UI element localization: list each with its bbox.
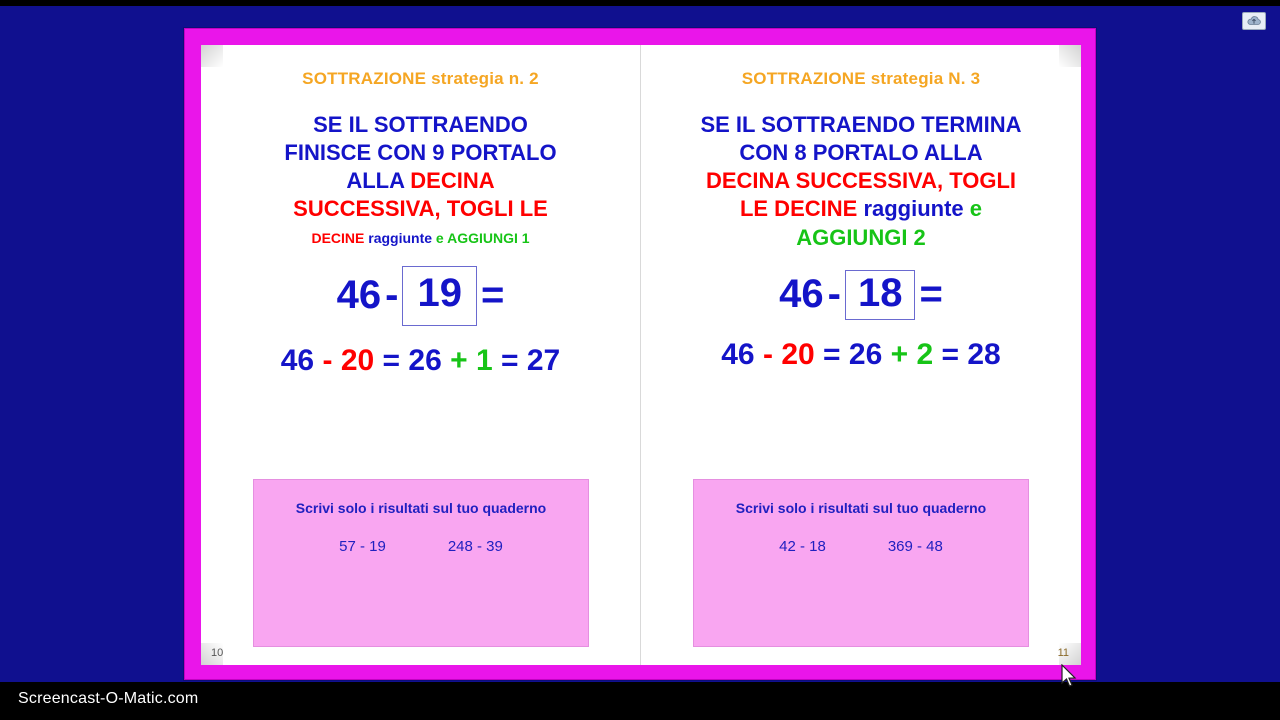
task-item: 369 - 48 [887, 538, 943, 555]
solution-eq2: = 27 [501, 343, 561, 377]
solution-eq1: = 26 [382, 343, 442, 377]
open-book [184, 28, 1096, 680]
rule-line: SUCCESSIVA, TOGLI LE [293, 196, 548, 222]
task-box-left [253, 479, 589, 647]
upload-cloud-icon[interactable] [1242, 12, 1266, 30]
expr-equals: = [919, 272, 943, 317]
page-curl-icon [201, 45, 223, 67]
page-curl-icon [1059, 45, 1081, 67]
mouse-cursor-icon [1060, 664, 1078, 690]
page-number-left: 10 [211, 647, 224, 659]
rule-word-raggiunte: raggiunte [863, 196, 964, 222]
expr-operator: - [827, 272, 841, 317]
rule-line: DECINA SUCCESSIVA, TOGLI [705, 168, 1017, 194]
expr-equals: = [480, 273, 505, 318]
rule-word-raggiunte: raggiunte [368, 229, 433, 246]
solution-left [201, 344, 640, 378]
task-title: Scrivi solo i risultati sul tuo quaderno [735, 500, 987, 516]
expression-right [641, 270, 1081, 320]
solution-a: 46 [721, 337, 755, 371]
task-item: 42 - 18 [779, 538, 826, 555]
task-item: 57 - 19 [339, 538, 386, 555]
rule-word-aggiungi: e AGGIUNGI 1 [435, 229, 530, 246]
solution-a: 46 [280, 343, 315, 377]
rule-line [667, 195, 1055, 223]
page-title-left: SOTTRAZIONE strategia n. 2 [302, 69, 539, 88]
solution-c: 2 [916, 337, 934, 371]
solution-c: 1 [475, 343, 493, 377]
rule-word-decine: DECINE [311, 229, 365, 246]
rule-line [227, 167, 614, 195]
solution-b: 20 [781, 337, 815, 371]
rule-line: AGGIUNGI 2 [796, 224, 926, 250]
solution-eq1: = 26 [823, 337, 883, 371]
rule-line: FINISCE CON 9 PORTALO [284, 140, 557, 166]
solution-eq2: = 28 [941, 337, 1001, 371]
task-items [254, 538, 588, 555]
task-items [694, 538, 1028, 555]
expr-minuend: 46 [779, 272, 824, 317]
rule-line: SE IL SOTTRAENDO TERMINA [700, 112, 1022, 137]
solution-op2: + [890, 337, 909, 371]
solution-b: 20 [340, 343, 375, 377]
rule-line-alla: ALLA [346, 168, 411, 194]
solution-op2: + [450, 343, 468, 377]
rule-word-e: e [969, 196, 983, 222]
rule-text-left [227, 111, 614, 248]
book-page-left[interactable] [201, 45, 641, 665]
page-number-right: 11 [1057, 647, 1069, 659]
rule-line: CON 8 PORTALO ALLA [739, 140, 983, 166]
rule-word-le-decine: LE DECINE [739, 196, 858, 222]
rule-word-decina: DECINA [410, 168, 495, 194]
expr-boxed-subtrahend: 19 [402, 266, 477, 326]
watermark-label: Screencast-O-Matic.com [18, 690, 199, 707]
rule-line: SE IL SOTTRAENDO [313, 112, 528, 137]
expression-left [201, 266, 640, 326]
solution-right [641, 338, 1081, 372]
task-box-right [693, 479, 1029, 647]
rule-text-right [667, 111, 1055, 252]
solution-op1: - [762, 337, 773, 371]
expr-boxed-subtrahend: 18 [845, 270, 916, 320]
book-page-right[interactable] [641, 45, 1081, 665]
page-title-right: SOTTRAZIONE strategia N. 3 [741, 69, 981, 88]
expr-operator: - [385, 273, 399, 318]
solution-op1: - [322, 343, 333, 377]
expr-minuend: 46 [336, 273, 382, 318]
task-item: 248 - 39 [447, 538, 503, 555]
book-pages [201, 45, 1081, 665]
task-title: Scrivi solo i risultati sul tuo quaderno [295, 500, 547, 516]
